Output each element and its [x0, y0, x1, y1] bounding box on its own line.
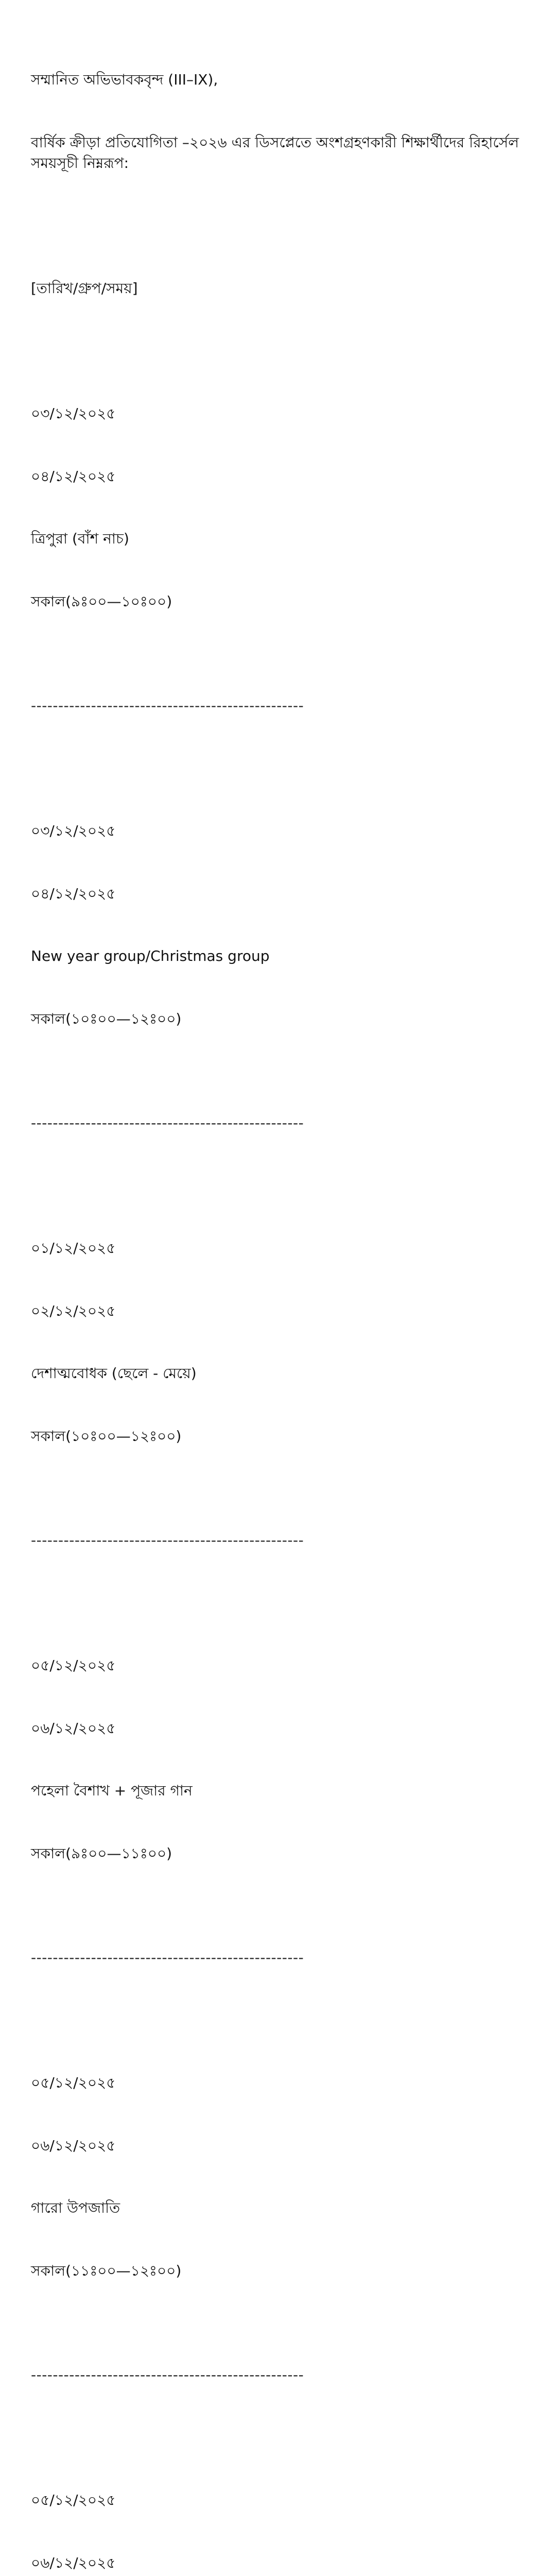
entry-date-1: ০১/১২/২০২৫ [31, 1240, 116, 1257]
entry-time: সকাল(৯ঃ০০—১০ঃ০০) [31, 592, 172, 610]
entry-date-2: ০৬/১২/২০২৫ [31, 2137, 116, 2154]
intro-text: বার্ষিক ক্রীড়া প্রতিযোগিতা –২০২৬ এর ডিসপ্লেতে অংশগ্রহণকারী শিক্ষার্থীদের রিহার্সেল সময়সূচী নিম্নরূপ: [31, 133, 519, 172]
notice-document [31, 28, 535, 2576]
entry-time: সকাল(১০ঃ০০—১২ঃ০০) [31, 1010, 182, 1027]
separator-line: -------------------------------------------------- [31, 1532, 304, 1549]
schedule-entry [31, 779, 535, 1071]
entry-group: পহেলা বৈশাখ + পূজার গান [31, 1782, 193, 1799]
entry-date-2: ০৬/১২/২০২৫ [31, 2554, 116, 2571]
schedule-entry [31, 362, 535, 654]
entry-group: New year group/Christmas group [31, 947, 270, 964]
entry-date-2: ০২/১২/২০২৫ [31, 1302, 116, 1319]
schedule-entry [31, 1196, 535, 1488]
entry-date-2: ০৪/১২/২০২৫ [31, 467, 116, 485]
entry-date-1: ০৩/১২/২০২৫ [31, 405, 116, 422]
entry-date-1: ০৫/১২/২০২৫ [31, 2492, 116, 2509]
salutation: সম্মানিত অভিভাবকবৃন্দ (III–IX), [31, 71, 218, 88]
entry-time: সকাল(৯ঃ০০—১১ঃ০০) [31, 1844, 172, 1862]
schedule-entry [31, 1614, 535, 1906]
entry-time: সকাল(১০ঃ০০—১২ঃ০০) [31, 1427, 182, 1445]
entry-group: গারো উপজাতি [31, 2199, 120, 2216]
entry-date-1: ০৫/১২/২০২৫ [31, 1657, 116, 1674]
entry-date-1: ০৫/১২/২০২৫ [31, 2074, 116, 2091]
entry-date-2: ০৪/১২/২০২৫ [31, 885, 116, 902]
separator-line: -------------------------------------------------- [31, 1949, 304, 1966]
entry-group: ত্রিপুরা (বাঁশ নাচ) [31, 530, 129, 547]
entry-date-1: ০৩/১২/২০২৫ [31, 822, 116, 839]
separator-line: -------------------------------------------------- [31, 697, 304, 714]
separator-line: -------------------------------------------------- [31, 2366, 304, 2383]
entry-date-2: ০৬/১২/২০২৫ [31, 1719, 116, 1737]
entry-group: দেশাত্মবোধক (ছেলে - মেয়ে) [31, 1365, 197, 1382]
spacer [31, 216, 535, 237]
separator-line: -------------------------------------------------- [31, 1114, 304, 1131]
schedule-heading: [তারিখ/গ্রুপ/সময়] [31, 280, 138, 297]
entry-time: সকাল(১১ঃ০০—১২ঃ০০) [31, 2262, 182, 2279]
schedule-entry [31, 2031, 535, 2323]
schedule-entry [31, 2448, 535, 2576]
